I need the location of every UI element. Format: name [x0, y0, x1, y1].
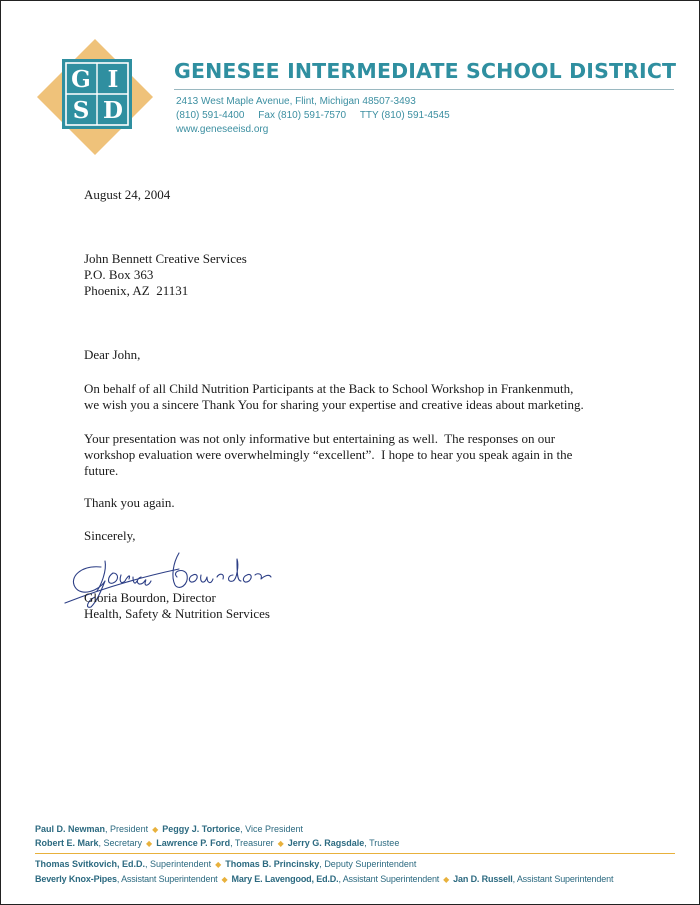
logo-letter-s: S: [72, 97, 90, 124]
letter-date: August 24, 2004: [84, 187, 171, 202]
administrator-role: Assistant Superintendent: [516, 874, 614, 884]
address-line: 2413 West Maple Avenue, Flint, Michigan 48507-3493: [176, 96, 416, 107]
footer-rule: [35, 853, 675, 854]
recipient-address: [84, 251, 247, 299]
administrator-role: Assistant Superintendent: [342, 874, 440, 884]
paragraph-line: Your presentation was not only informative but entertaining as well. The responses on our: [84, 431, 556, 446]
board-member-role: Trustee: [369, 838, 400, 848]
paragraph-line: we wish you a sincere Thank You for sharing your expertise and creative ideas about marketing.: [84, 397, 584, 412]
paragraph-2: [84, 431, 572, 479]
admin-row-1: Thomas Svitkovich, Ed.D., Superintendent ◆ Thomas B. Princinsky, Deputy Superintendent: [35, 859, 417, 869]
board-member-role: Treasurer: [234, 838, 274, 848]
paragraph-line: On behalf of all Child Nutrition Participants at the Back to School Workshop in Frankenmuth,: [84, 381, 574, 396]
district-name: GENESEE INTERMEDIATE SCHOOL DISTRICT: [174, 59, 677, 83]
header-rule: [174, 89, 674, 90]
diamond-separator-icon: ◆: [152, 825, 159, 834]
administrator-name: Mary E. Lavengood, Ed.D.: [231, 874, 339, 884]
website-link[interactable]: www.geneseeisd.org: [176, 124, 269, 135]
recipient-line: P.O. Box 363: [84, 267, 154, 282]
admin-row-2: Beverly Knox-Pipes, Assistant Superintendent ◆ Mary E. Lavengood, Ed.D., Assistant Superintendent ◆ Jan D. Russell, Assistant Superintendent: [35, 874, 614, 884]
diamond-separator-icon: ◆: [277, 839, 284, 848]
diamond-separator-icon: ◆: [215, 860, 222, 869]
administrator-name: Jan D. Russell: [453, 874, 513, 884]
recipient-line: Phoenix, AZ 21131: [84, 283, 189, 298]
board-member-role: Vice President: [245, 824, 303, 834]
administrator-role: Assistant Superintendent: [121, 874, 218, 884]
board-member-role: President: [110, 824, 149, 834]
board-member-name: Paul D. Newman: [35, 824, 106, 834]
administrator-name: Thomas Svitkovich, Ed.D.: [35, 859, 146, 869]
administrator-name: Thomas B. Princinsky: [225, 859, 320, 869]
board-member-name: Peggy J. Tortorice: [162, 824, 241, 834]
paragraph-line: workshop evaluation were overwhelmingly “excellent”. I hope to hear you speak again in the: [84, 447, 573, 462]
thank-you-line: Thank you again.: [84, 495, 175, 510]
administrator-role: Superintendent: [150, 859, 212, 869]
diamond-separator-icon: ◆: [443, 875, 450, 884]
salutation: Dear John,: [84, 347, 141, 362]
logo-letter-i: I: [107, 66, 119, 93]
district-contact: [176, 95, 450, 137]
paragraph-1: [84, 381, 584, 413]
administrator-name: Beverly Knox-Pipes: [35, 874, 117, 884]
board-member-name: Lawrence P. Ford: [156, 838, 231, 848]
signature-block: [84, 590, 270, 622]
phone-line: (810) 591-4400 Fax (810) 591-7570 TTY (810) 591-4545: [176, 110, 450, 121]
board-row-1: Paul D. Newman, President ◆ Peggy J. Tortorice, Vice President: [35, 824, 303, 834]
board-member-name: Robert E. Mark: [35, 838, 99, 848]
paragraph-line: future.: [84, 463, 119, 478]
diamond-separator-icon: ◆: [221, 875, 228, 884]
logo-letter-d: D: [103, 97, 123, 124]
signer-title: Health, Safety & Nutrition Services: [84, 606, 270, 621]
signer-name: Gloria Bourdon, Director: [84, 590, 216, 605]
board-row-2: Robert E. Mark, Secretary ◆ Lawrence P. Ford, Treasurer ◆ Jerry G. Ragsdale, Trustee: [35, 838, 400, 848]
diamond-separator-icon: ◆: [146, 839, 153, 848]
board-member-name: Jerry G. Ragsdale: [287, 838, 365, 848]
logo-letter-g: G: [71, 66, 91, 93]
board-member-role: Secretary: [103, 838, 143, 848]
gisd-logo: [35, 37, 155, 157]
recipient-line: John Bennett Creative Services: [84, 251, 247, 266]
closing: Sincerely,: [84, 528, 136, 543]
administrator-role: Deputy Superintendent: [324, 859, 417, 869]
